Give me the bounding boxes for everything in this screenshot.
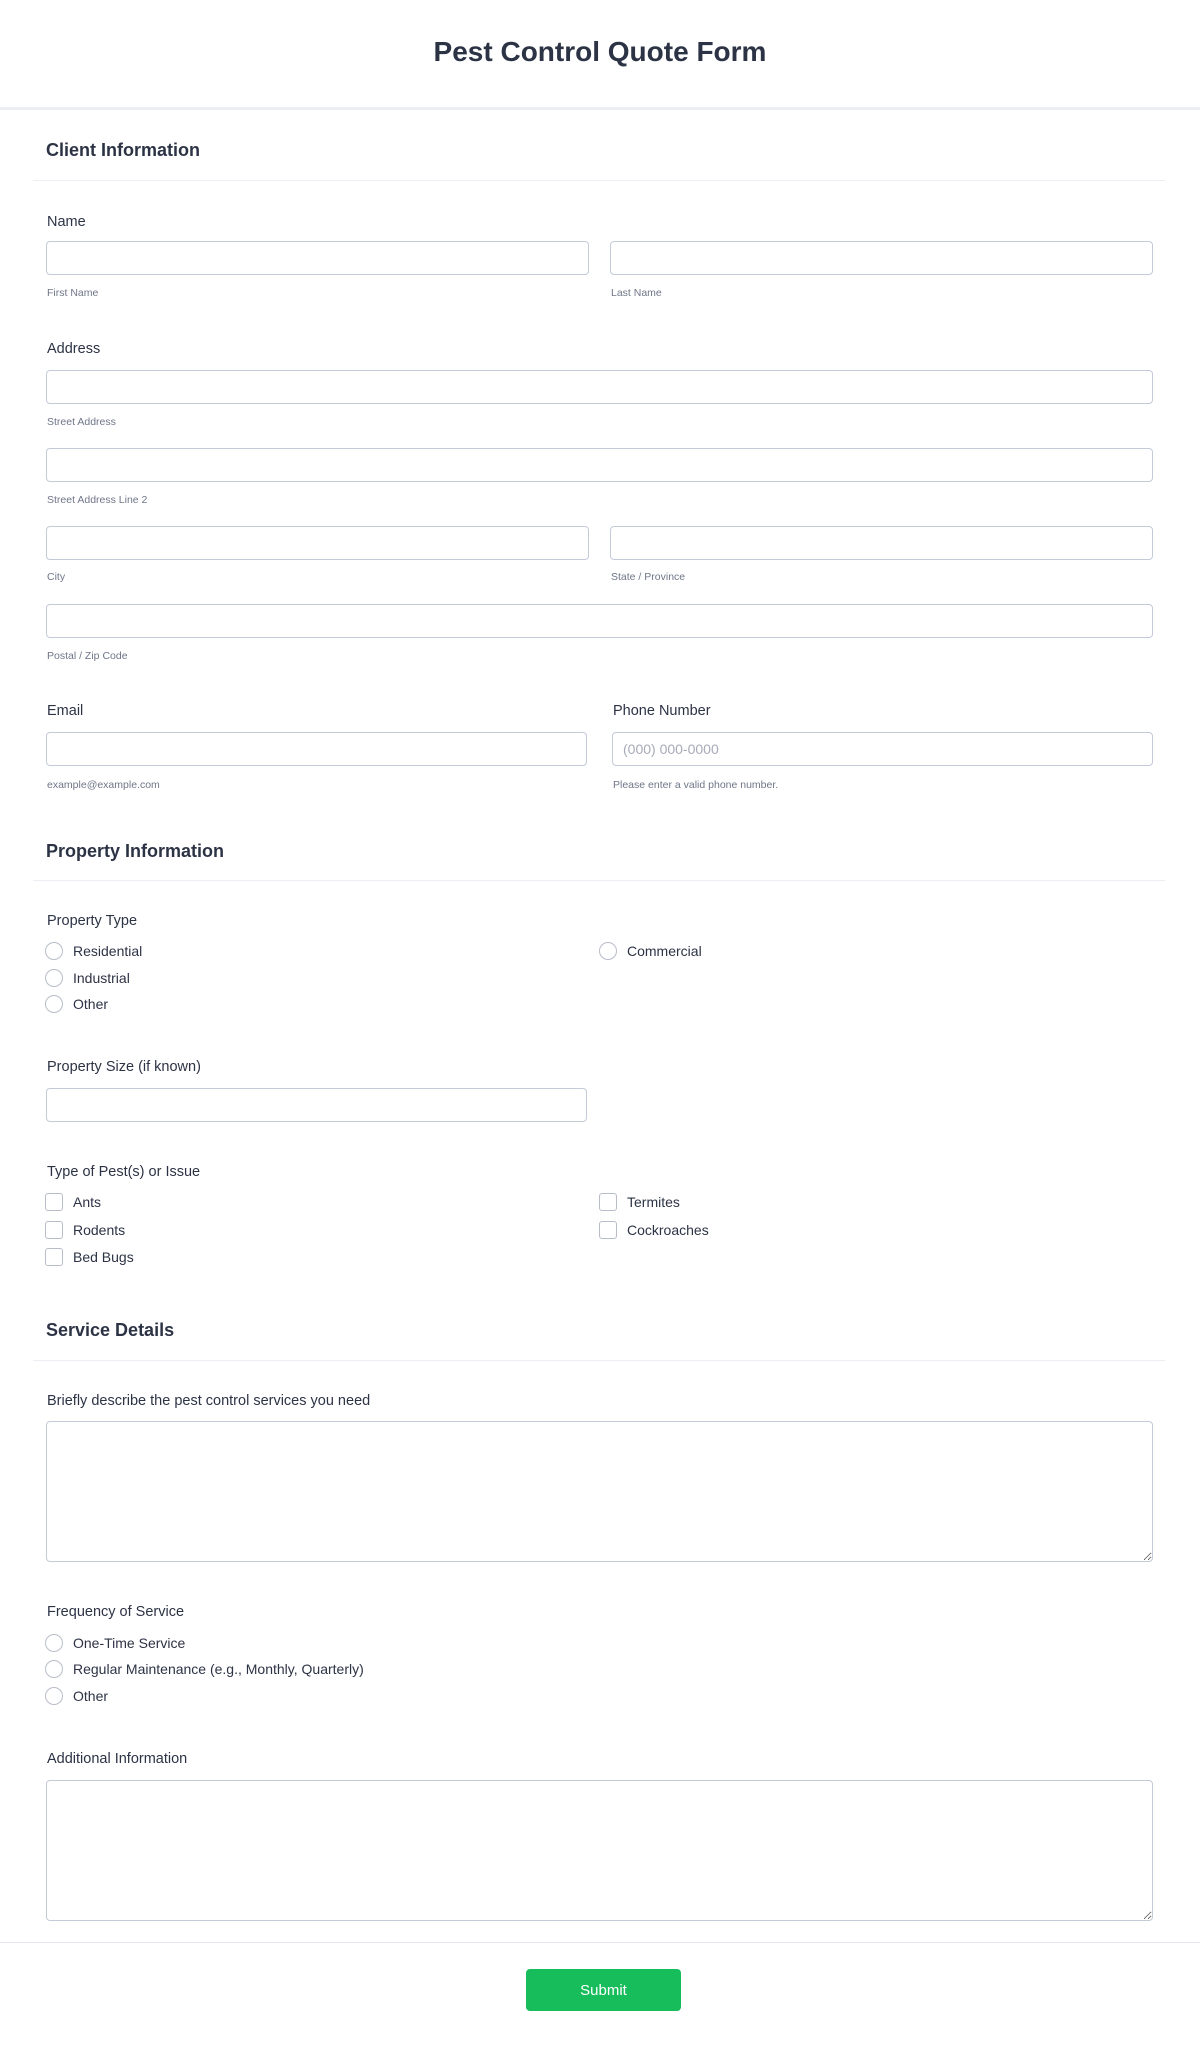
last-name-sublabel: Last Name (611, 287, 662, 299)
services-textarea[interactable] (46, 1421, 1153, 1562)
radio-other[interactable] (45, 995, 108, 1013)
email-input[interactable] (46, 732, 587, 766)
option-label: Industrial (73, 970, 130, 986)
section-property-information: Property Information (46, 841, 225, 861)
additional-label: Additional Information (47, 1751, 188, 1767)
frequency-label: Frequency of Service (47, 1604, 185, 1620)
radio-industrial[interactable] (45, 969, 130, 987)
option-label: Rodents (73, 1222, 126, 1238)
street-address-input[interactable] (46, 370, 1153, 404)
submit-button[interactable]: Submit (526, 1969, 681, 2011)
footer-divider (0, 1942, 1200, 1943)
option-label: Bed Bugs (73, 1249, 134, 1265)
form-title: Pest Control Quote Form (433, 36, 767, 67)
checkbox-icon[interactable] (45, 1193, 63, 1211)
radio-circle-icon[interactable] (45, 942, 63, 960)
street-address-line2-input[interactable] (46, 448, 1153, 482)
divider (33, 1360, 1165, 1361)
property-size-label: Property Size (if known) (47, 1059, 201, 1075)
radio-circle-icon[interactable] (45, 1687, 63, 1705)
zip-sublabel: Postal / Zip Code (47, 650, 128, 662)
option-label: One-Time Service (73, 1635, 186, 1651)
checkbox-icon[interactable] (599, 1221, 617, 1239)
street-address-line2-sublabel: Street Address Line 2 (47, 494, 148, 506)
street-address-sublabel: Street Address (47, 416, 116, 428)
section-client-information: Client Information (46, 140, 200, 160)
checkbox-termites[interactable] (599, 1193, 680, 1211)
email-sublabel: example@example.com (47, 779, 160, 791)
option-label: Termites (627, 1194, 680, 1210)
services-label: Briefly describe the pest control services you need (47, 1393, 371, 1409)
last-name-input[interactable] (610, 241, 1153, 275)
checkbox-icon[interactable] (599, 1193, 617, 1211)
radio-regular-maintenance[interactable] (45, 1660, 364, 1678)
checkbox-bed-bugs[interactable] (45, 1248, 134, 1266)
email-label: Email (47, 703, 84, 719)
radio-circle-icon[interactable] (599, 942, 617, 960)
state-input[interactable] (610, 526, 1153, 560)
radio-residential[interactable] (45, 942, 142, 960)
divider (33, 880, 1165, 881)
first-name-sublabel: First Name (47, 287, 99, 299)
city-sublabel: City (47, 571, 66, 583)
property-size-input[interactable] (46, 1088, 587, 1122)
property-type-label: Property Type (47, 913, 138, 929)
zip-input[interactable] (46, 604, 1153, 638)
additional-textarea[interactable] (46, 1780, 1153, 1921)
radio-circle-icon[interactable] (45, 995, 63, 1013)
option-label: Other (73, 1688, 109, 1704)
option-label: Residential (73, 943, 143, 959)
section-service-details: Service Details (46, 1320, 175, 1340)
phone-sublabel: Please enter a valid phone number. (613, 779, 779, 791)
radio-circle-icon[interactable] (45, 969, 63, 987)
option-label: Ants (73, 1194, 102, 1210)
checkbox-ants[interactable] (45, 1193, 101, 1211)
checkbox-icon[interactable] (45, 1221, 63, 1239)
option-label: Commercial (627, 943, 702, 959)
option-label: Other (73, 996, 109, 1012)
radio-circle-icon[interactable] (45, 1634, 63, 1652)
radio-circle-icon[interactable] (45, 1660, 63, 1678)
option-label: Cockroaches (627, 1222, 709, 1238)
phone-input[interactable] (612, 732, 1153, 766)
state-sublabel: State / Province (611, 571, 686, 583)
address-label: Address (47, 341, 101, 357)
checkbox-cockroaches[interactable] (599, 1221, 709, 1239)
phone-label: Phone Number (613, 703, 711, 719)
checkbox-rodents[interactable] (45, 1221, 125, 1239)
option-label: Regular Maintenance (e.g., Monthly, Quarterly) (73, 1661, 364, 1677)
checkbox-icon[interactable] (45, 1248, 63, 1266)
name-label: Name (47, 214, 86, 230)
city-input[interactable] (46, 526, 589, 560)
divider (33, 180, 1165, 181)
radio-frequency-other[interactable] (45, 1687, 108, 1705)
radio-commercial[interactable] (599, 942, 702, 960)
first-name-input[interactable] (46, 241, 589, 275)
radio-one-time[interactable] (45, 1634, 185, 1652)
pests-label: Type of Pest(s) or Issue (47, 1164, 201, 1180)
